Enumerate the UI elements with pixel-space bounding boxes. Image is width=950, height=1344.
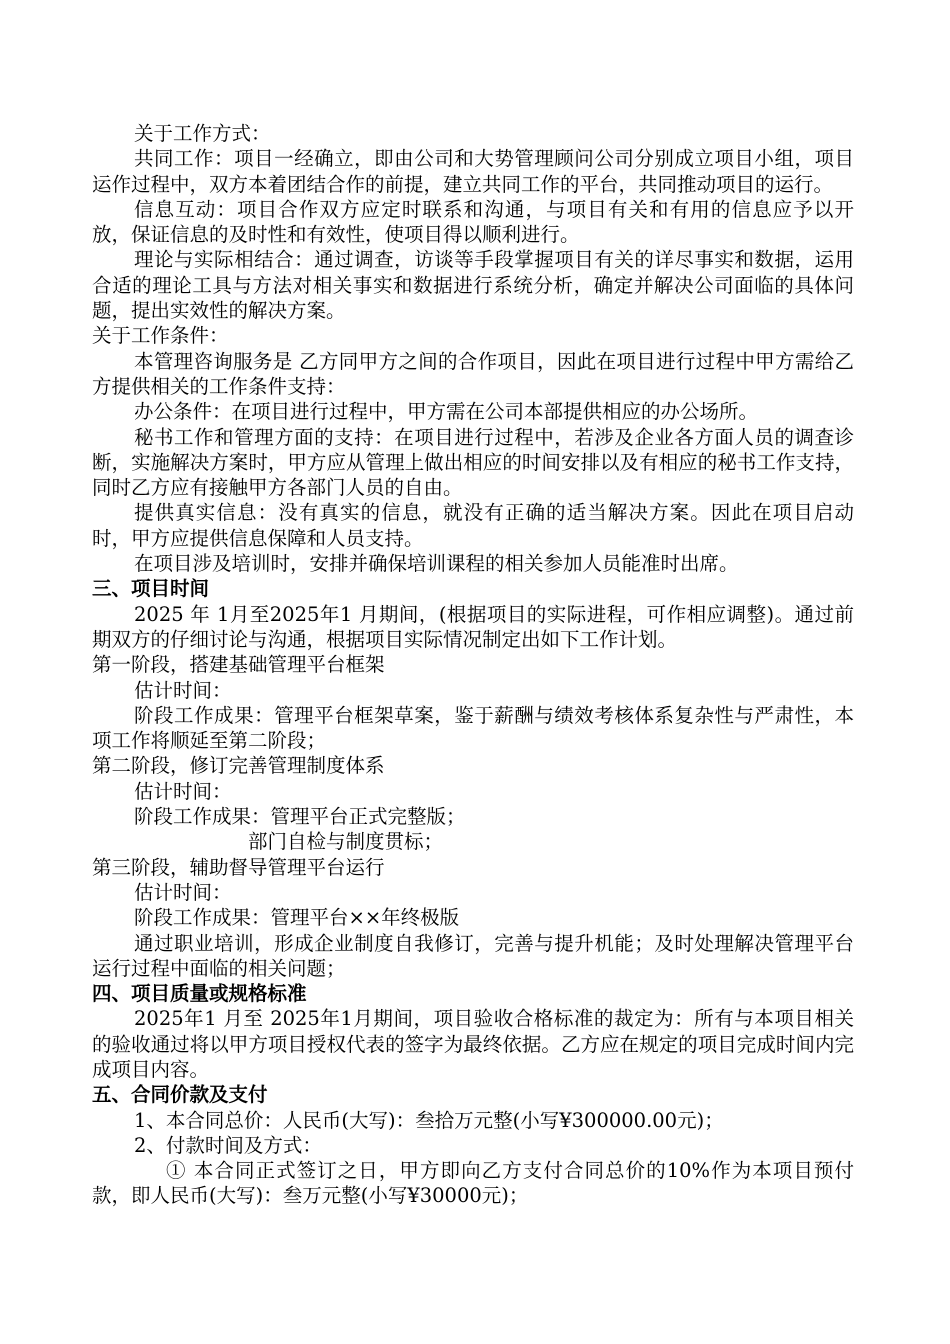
section5-heading: 五、合同价款及支付 <box>92 1083 268 1107</box>
section5-item-payment: 2、付款时间及方式： <box>134 1133 322 1157</box>
work-conditions-para-training: 在项目涉及培训时，安排并确保培训课程的相关参加人员能准时出席。 <box>134 552 739 576</box>
work-method-para-joint: 共同工作：项目一经确立，即由公司和大势管理顾问公司分别成立项目小组，项目运作过程中，双方本着团结合作的前提，建立共同工作的平台，共同推动项目的运行。 <box>92 147 854 196</box>
stage3-time: 估计时间： <box>134 880 232 904</box>
work-conditions-para-intro: 本管理咨询服务是 乙方同甲方之间的合作项目，因此在项目进行过程中甲方需给乙方提供相关的工作条件支持： <box>92 349 854 398</box>
stage2-result-2: 部门自检与制度贯标； <box>248 830 444 854</box>
section5-item-total-price: 1、本合同总价：人民币(大写)：叁拾万元整(小写¥300000.00元)； <box>134 1108 724 1132</box>
work-method-para-info: 信息互动：项目合作双方应定时联系和沟通，与项目有关和有用的信息应予以开放，保证信息的及时性和有效性，使项目得以顺利进行。 <box>92 197 854 247</box>
stage2-title: 第二阶段，修订完善管理制度体系 <box>92 754 385 778</box>
document-page <box>92 121 854 1209</box>
stage2-time: 估计时间： <box>134 779 232 803</box>
stage1-result: 阶段工作成果：管理平台框架草案，鉴于薪酬与绩效考核体系复杂性与严肃性，本项工作将顺延至第二阶段； <box>92 703 854 753</box>
stage1-time: 估计时间： <box>134 678 232 702</box>
stage3-title: 第三阶段，辅助督导管理平台运行 <box>92 855 385 879</box>
stage2-result-1: 阶段工作成果：管理平台正式完整版； <box>134 805 466 829</box>
work-method-para-theory: 理论与实际相结合：通过调查，访谈等手段掌握项目有关的详尽事实和数据，运用合适的理论工具与方法对相关事实和数据进行系统分析，确定并解决公司面临的具体问题，提出实效性的解决方案。 <box>92 248 854 323</box>
work-conditions-para-info: 提供真实信息：没有真实的信息，就没有正确的适当解决方案。因此在项目启动时，甲方应提供信息保障和人员支持。 <box>92 501 854 550</box>
section4-heading: 四、项目质量或规格标准 <box>92 982 307 1006</box>
work-conditions-para-secretary: 秘书工作和管理方面的支持：在项目进行过程中，若涉及企业各方面人员的调查诊断，实施解决方案时，甲方应从管理上做出相应的时间安排以及有相应的秘书工作支持，同时乙方应有接触甲方各部门人员的自由。 <box>92 425 854 500</box>
section3-heading: 三、项目时间 <box>92 577 210 601</box>
stage1-title: 第一阶段，搭建基础管理平台框架 <box>92 653 385 677</box>
stage3-result: 阶段工作成果：管理平台××年终极版 <box>134 906 460 930</box>
work-conditions-title: 关于工作条件： <box>92 324 229 348</box>
stage3-desc: 通过职业培训，形成企业制度自我修订，完善与提升机能；及时处理解决管理平台运行过程中面临的相关问题； <box>92 931 854 980</box>
work-method-title: 关于工作方式： <box>134 122 271 145</box>
section5-item-prepayment: ① 本合同正式签订之日，甲方即向乙方支付合同总价的10%作为本项目预付款，即人民币(大写)：叁万元整(小写¥30000元)； <box>92 1159 854 1208</box>
section3-para-period: 2025 年 1月至2025年1 月期间，(根据项目的实际进程，可作相应调整)。通过前期双方的仔细讨论与沟通，根据项目实际情况制定出如下工作计划。 <box>92 602 854 651</box>
section4-para: 2025年1 月至 2025年1月期间，项目验收合格标准的裁定为：所有与本项目相关的验收通过将以甲方项目授权代表的签字为最终依据。乙方应在规定的项目完成时间内完成项目内容。 <box>92 1007 854 1081</box>
work-conditions-para-office: 办公条件：在项目进行过程中，甲方需在公司本部提供相应的办公场所。 <box>134 400 759 424</box>
